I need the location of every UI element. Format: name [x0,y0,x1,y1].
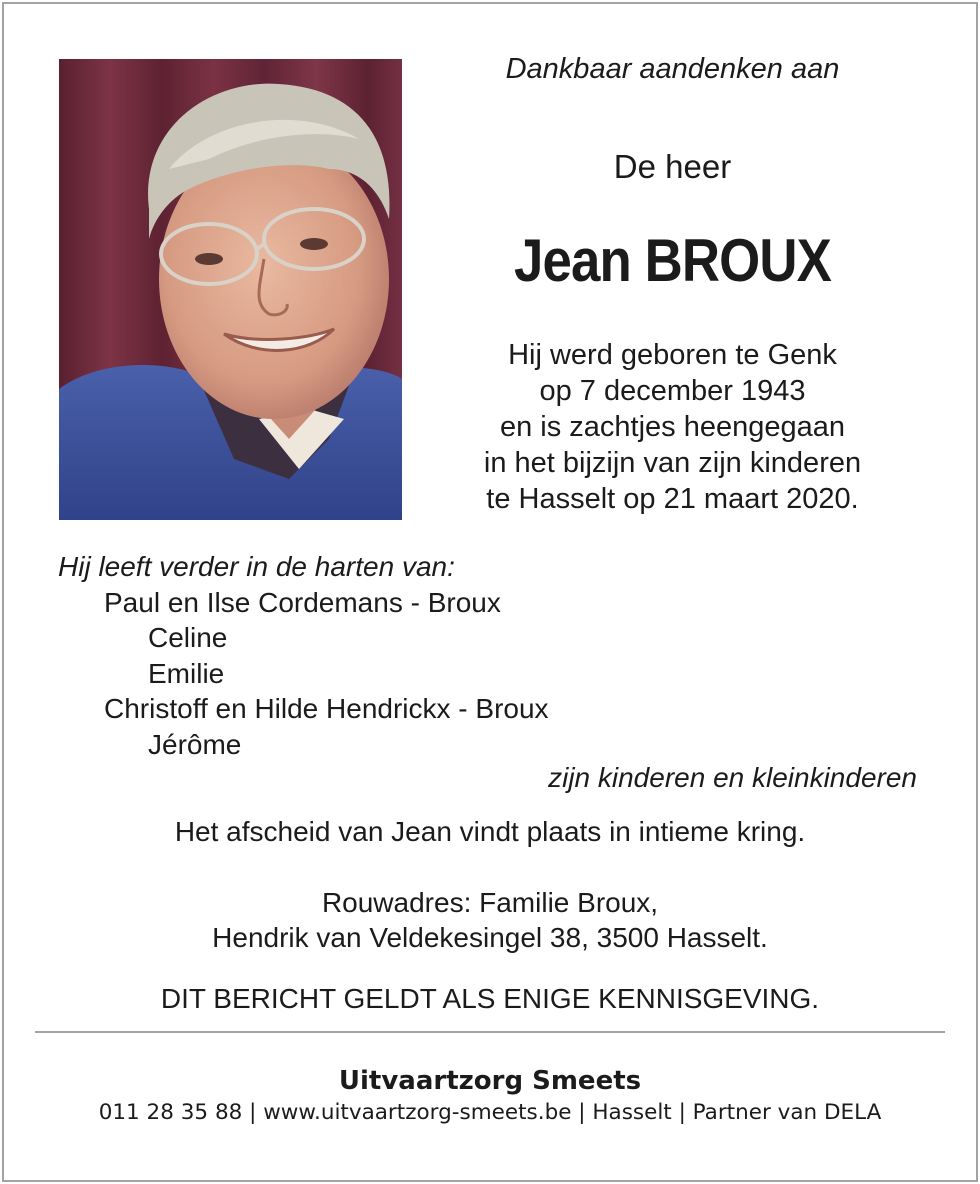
survivor-line: Celine [148,622,228,653]
farewell-text: Het afscheid van Jean vindt plaats in intieme kring. [174,816,806,847]
bio-line: en is zachtjes heengegaan [499,411,846,443]
intro-text: Dankbaar aandenken aan [505,53,840,85]
address-line-2: Hendrik van Veldekesingel 38, 3500 Hasselt. [212,922,768,953]
bio-line: Hij werd geboren te Genk [508,339,837,371]
honorific: De heer [613,148,732,185]
bio-line: in het bijzijn van zijn kinderen [483,447,862,479]
survivors-heading: Hij leeft verder in de harten van: [58,551,455,582]
bio-line: te Hasselt op 21 maart 2020. [486,483,859,515]
funeral-home-contact: 011 28 35 88 | www.uitvaartzorg-smeets.be | Hasselt | Partner van DELA [98,1100,882,1125]
relation-note: zijn kinderen en kleinkinderen [548,762,917,793]
survivor-line: Emilie [148,657,225,689]
divider [35,1031,945,1033]
survivor-line: Christoff en Hilde Hendrickx - Broux [104,693,549,724]
biography [420,337,925,517]
survivors-list [58,549,549,762]
address-line-1: Rouwadres: Familie Broux, [321,887,659,918]
notice-text: DIT BERICHT GELDT ALS ENIGE KENNISGEVING. [160,983,820,1014]
portrait-photo [59,59,402,520]
bio-line: op 7 december 1943 [539,375,806,407]
deceased-name: Jean BROUX [514,227,831,294]
survivor-line: Jérôme [148,728,242,760]
funeral-home-name: Uitvaartzorg Smeets [338,1066,642,1096]
survivor-line: Paul en Ilse Cordemans - Broux [104,586,501,618]
